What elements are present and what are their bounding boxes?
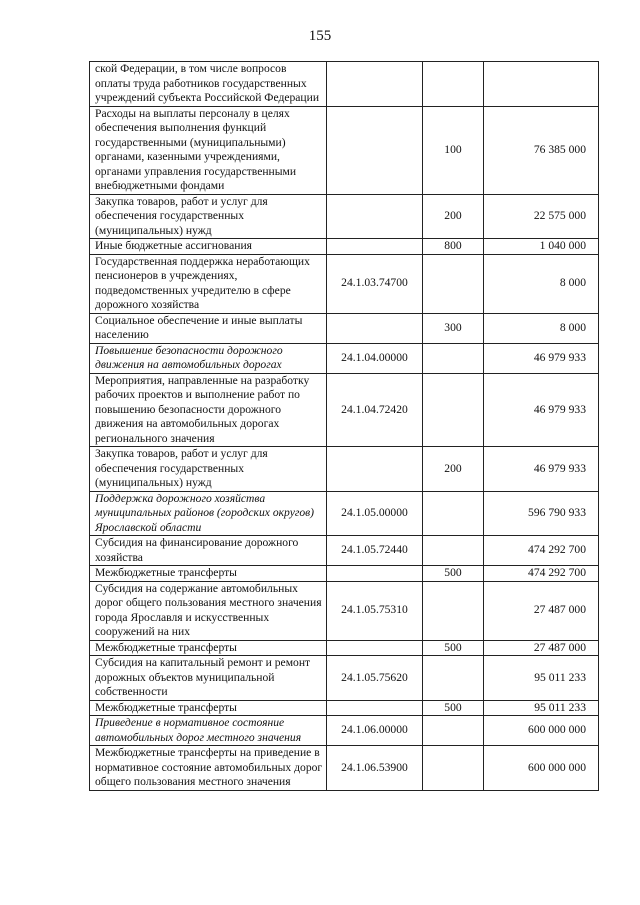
table-row <box>90 194 599 239</box>
table-row <box>90 700 599 716</box>
row-expense-type-cell: 500 <box>423 640 484 656</box>
row-amount-cell: 600 000 000 <box>484 716 599 746</box>
row-name-cell: Социальное обеспечение и иные выплаты населению <box>90 313 327 343</box>
budget-table-body <box>90 62 599 791</box>
row-code-cell: 24.1.05.00000 <box>327 491 423 536</box>
row-name-cell: Закупка товаров, работ и услуг для обеспечения государственных (муниципальных) нужд <box>90 194 327 239</box>
row-code-cell <box>327 194 423 239</box>
row-name-cell: Межбюджетные трансферты на приведение в нормативное состояние автомобильных дорог общего пользования местного значения <box>90 746 327 791</box>
row-amount-cell <box>484 62 599 107</box>
row-expense-type-cell: 800 <box>423 239 484 255</box>
row-amount-cell: 46 979 933 <box>484 343 599 373</box>
row-name-cell: Расходы на выплаты персоналу в целях обеспечения выполнения функций государственными (муниципальными) органами, казенными учреждениями, органами управления государственными внебюджетными фондами <box>90 106 327 194</box>
row-code-cell <box>327 239 423 255</box>
table-row <box>90 581 599 640</box>
row-expense-type-cell: 100 <box>423 106 484 194</box>
row-amount-cell: 76 385 000 <box>484 106 599 194</box>
row-name-cell: Государственная поддержка неработающих пенсионеров в учреждениях, подведомственных учредителю в сфере дорожного хозяйства <box>90 254 327 313</box>
row-name-cell: ской Федерации, в том числе вопросов оплаты труда работников государственных учреждений субъекта Российской Федерации <box>90 62 327 107</box>
row-name-cell: Мероприятия, направленные на разработку рабочих проектов и выполнение работ по повышению безопасности дорожного движения на автомобильных дорогах регионального значения <box>90 373 327 447</box>
row-code-cell: 24.1.05.75310 <box>327 581 423 640</box>
table-row <box>90 343 599 373</box>
row-name-cell: Повышение безопасности дорожного движения на автомобильных дорогах <box>90 343 327 373</box>
budget-table <box>89 61 599 791</box>
row-code-cell <box>327 640 423 656</box>
row-name-cell: Приведение в нормативное состояние автомобильных дорог местного значения <box>90 716 327 746</box>
row-expense-type-cell <box>423 536 484 566</box>
row-name-cell: Межбюджетные трансферты <box>90 700 327 716</box>
row-amount-cell: 46 979 933 <box>484 447 599 492</box>
row-expense-type-cell <box>423 581 484 640</box>
row-amount-cell: 27 487 000 <box>484 581 599 640</box>
row-code-cell <box>327 447 423 492</box>
row-amount-cell: 27 487 000 <box>484 640 599 656</box>
row-amount-cell: 474 292 700 <box>484 566 599 582</box>
table-row <box>90 491 599 536</box>
row-amount-cell: 8 000 <box>484 254 599 313</box>
row-amount-cell: 596 790 933 <box>484 491 599 536</box>
row-code-cell: 24.1.04.00000 <box>327 343 423 373</box>
row-expense-type-cell: 500 <box>423 700 484 716</box>
table-row <box>90 536 599 566</box>
table-row <box>90 254 599 313</box>
row-code-cell: 24.1.06.00000 <box>327 716 423 746</box>
row-expense-type-cell: 500 <box>423 566 484 582</box>
row-amount-cell: 95 011 233 <box>484 700 599 716</box>
table-row <box>90 313 599 343</box>
row-amount-cell: 95 011 233 <box>484 656 599 701</box>
row-code-cell: 24.1.03.74700 <box>327 254 423 313</box>
row-code-cell: 24.1.05.75620 <box>327 656 423 701</box>
row-expense-type-cell <box>423 656 484 701</box>
row-amount-cell: 22 575 000 <box>484 194 599 239</box>
page-number: 155 <box>308 28 332 44</box>
row-code-cell: 24.1.04.72420 <box>327 373 423 447</box>
row-name-cell: Иные бюджетные ассигнования <box>90 239 327 255</box>
row-amount-cell: 8 000 <box>484 313 599 343</box>
row-expense-type-cell <box>423 716 484 746</box>
row-name-cell: Субсидия на финансирование дорожного хозяйства <box>90 536 327 566</box>
row-name-cell: Межбюджетные трансферты <box>90 640 327 656</box>
table-row <box>90 62 599 107</box>
row-amount-cell: 46 979 933 <box>484 373 599 447</box>
table-row <box>90 746 599 791</box>
row-expense-type-cell <box>423 373 484 447</box>
row-expense-type-cell: 300 <box>423 313 484 343</box>
table-row <box>90 239 599 255</box>
row-expense-type-cell <box>423 746 484 791</box>
table-row <box>90 447 599 492</box>
row-code-cell <box>327 700 423 716</box>
row-amount-cell: 600 000 000 <box>484 746 599 791</box>
row-amount-cell: 1 040 000 <box>484 239 599 255</box>
row-name-cell: Межбюджетные трансферты <box>90 566 327 582</box>
row-name-cell: Поддержка дорожного хозяйства муниципальных районов (городских округов) Ярославской области <box>90 491 327 536</box>
table-row <box>90 373 599 447</box>
row-name-cell: Закупка товаров, работ и услуг для обеспечения государственных (муниципальных) нужд <box>90 447 327 492</box>
row-code-cell <box>327 62 423 107</box>
row-expense-type-cell: 200 <box>423 447 484 492</box>
row-amount-cell: 474 292 700 <box>484 536 599 566</box>
row-expense-type-cell <box>423 254 484 313</box>
row-code-cell <box>327 106 423 194</box>
row-code-cell: 24.1.05.72440 <box>327 536 423 566</box>
row-code-cell <box>327 566 423 582</box>
table-row <box>90 566 599 582</box>
table-row <box>90 640 599 656</box>
table-row <box>90 716 599 746</box>
table-row <box>90 656 599 701</box>
row-expense-type-cell: 200 <box>423 194 484 239</box>
row-code-cell: 24.1.06.53900 <box>327 746 423 791</box>
table-row <box>90 106 599 194</box>
row-expense-type-cell <box>423 62 484 107</box>
row-code-cell <box>327 313 423 343</box>
row-expense-type-cell <box>423 491 484 536</box>
row-name-cell: Субсидия на содержание автомобильных дорог общего пользования местного значения города Ярославля и искусственных сооружений на них <box>90 581 327 640</box>
row-expense-type-cell <box>423 343 484 373</box>
row-name-cell: Субсидия на капитальный ремонт и ремонт дорожных объектов муниципальной собственности <box>90 656 327 701</box>
